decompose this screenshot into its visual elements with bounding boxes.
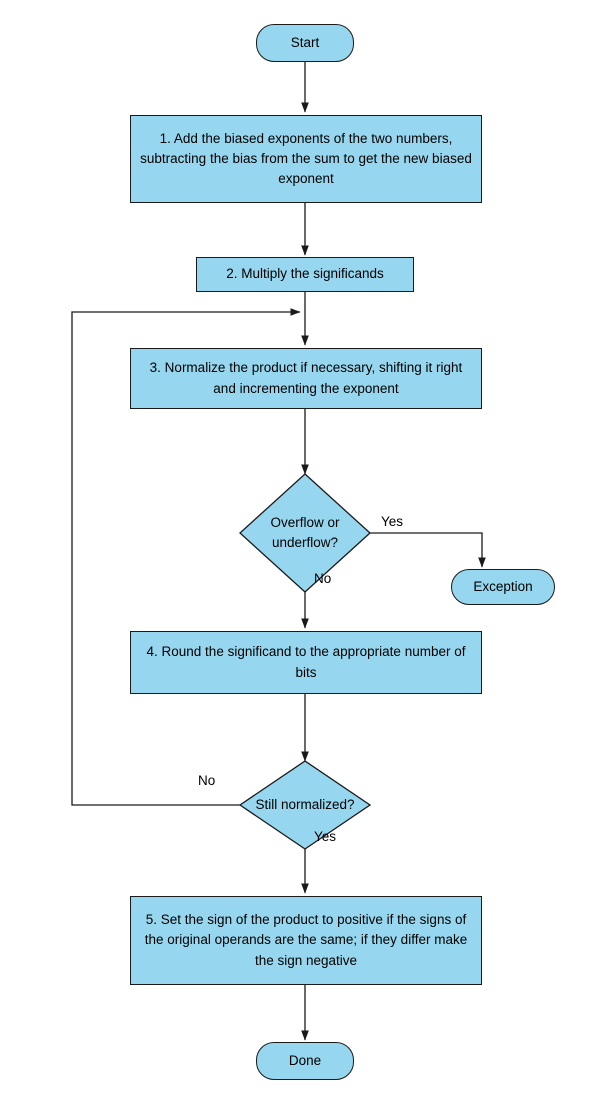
node-step5[interactable] xyxy=(130,896,482,985)
node-decision2-label: Still normalized? xyxy=(255,796,355,812)
node-step2-label: 2. Multiply the significands xyxy=(226,266,384,282)
edge-label-decision2-no: No xyxy=(198,773,216,788)
edge-label-decision2-yes: Yes xyxy=(314,829,337,844)
node-start-label: Start xyxy=(290,34,320,50)
node-decision2[interactable] xyxy=(232,793,378,817)
node-step4-label: 4. Round the significand to the appropriate number of bits xyxy=(146,644,466,680)
node-step1-label: 1. Add the biased exponents of the two numbers, subtracting the bias from the sum to get the new biased exponent xyxy=(140,130,472,187)
node-exception-label: Exception xyxy=(473,578,533,594)
edge-label-decision1-yes: Yes xyxy=(381,514,404,529)
node-step4[interactable] xyxy=(130,631,482,694)
node-done-label: Done xyxy=(288,1052,322,1068)
edge-decision1-yes-to-exception xyxy=(370,533,482,567)
node-decision1[interactable] xyxy=(245,505,365,561)
node-start[interactable] xyxy=(256,24,354,62)
node-step5-label: 5. Set the sign of the product to positive if the signs of the original operands are the same; if they differ make the sign negative xyxy=(144,912,468,968)
node-exception[interactable] xyxy=(451,569,555,605)
node-done[interactable] xyxy=(256,1042,354,1080)
node-step3[interactable] xyxy=(130,348,482,409)
edge-label-decision1-no: No xyxy=(314,571,332,586)
node-step3-label: 3. Normalize the product if necessary, shifting it right and incrementing the exponent xyxy=(149,360,463,396)
node-decision1-label: Overflow or underflow? xyxy=(270,514,340,550)
node-step2[interactable] xyxy=(196,257,414,292)
node-step1[interactable] xyxy=(130,115,482,203)
